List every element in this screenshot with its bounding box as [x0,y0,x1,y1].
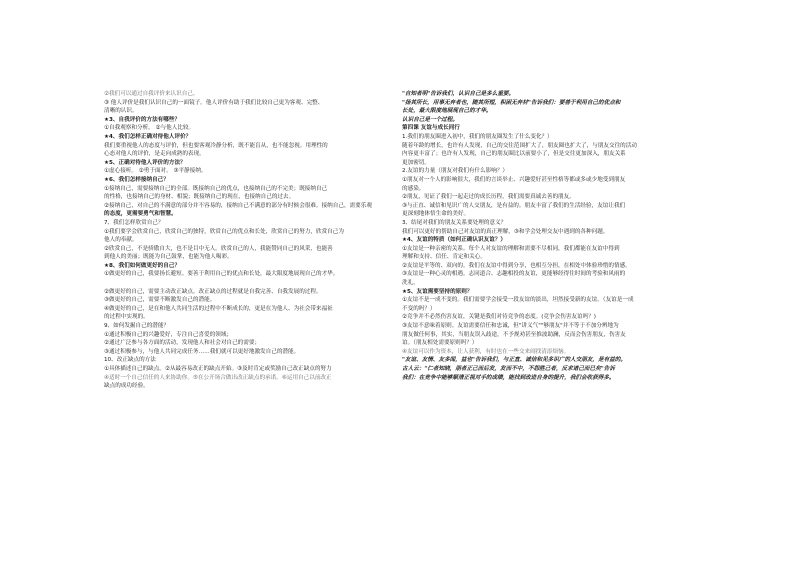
text-line: 的性格，也接纳自己的身材、相貌；既接纳自己的现在，也接纳自己的过去。 [104,194,295,201]
text-line: ①友谊是一种亲密的关系。每个人对友谊的理解和需要不尽相同，我们都能在友谊中得到 [402,245,620,252]
text-line: ②朋友，见证了我们一起走过的成长历程，我们需要真诚去善的朋友。 [402,194,575,201]
text-line: ★6、我们怎样接纳自己？ [104,176,169,183]
text-line: ②通过广泛参与各方面的活动，发现他人和社会对自己的需要； [104,340,261,347]
text-line: 我们：在竞争中能够顺清正视对手的成绩，能找到改进自身的提升，我们会收获得多。 [402,374,615,381]
text-line: 缺点的成功经验。 [104,383,149,390]
text-line: 我们要重视他人的态度与评价，但也要客观冷静分析，既不能盲从，也不能忽视。用理性的 [104,142,328,149]
text-line: 内容更丰富了；也许有人发现，自己的朋友圈比以前要小了，但是交往更加深入，朋友关系 [402,151,626,158]
text-line: 到他人的美丽；既能为自己鼓掌，也能为他人喝彩。 [104,254,233,261]
text-line: 2.友谊的力量（朋友对我们有什么影响？） [402,168,509,175]
text-line: ③友谊是一种心灵的相遇。志同道合、志趣相投的友谊，更能够经得住时间的考验和风雨的 [402,271,626,278]
text-line: ①接纳自己，需要接纳自己的全部。既接纳自己的优点，也接纳自己的不完美；既接纳自己 [104,185,328,192]
text-line: ②友谊是平等的、双向的。我们在友谊中得到分享，也相互分担，在相处中体验珍惜的情感。 [402,262,631,269]
text-line: 更加密切。 [402,159,430,166]
text-line: 他人的奉献。 [104,237,138,244]
right-column [402,90,698,382]
text-line: ②做更好的自己，需要主动改正缺点。改正缺点的过程就是自我完善、自我发展的过程。 [104,288,322,295]
text-line: ③ 他人评价是我们认识自己的一面镜子。他人评价有助于我们比较自己更为客观、完整、 [104,99,324,106]
text-line: 我们可以更好的帮助自己对友谊的真正理解，③和学会处理交友中遇到的各种问题。 [402,228,609,235]
text-line: 长处，最大限度地展现自己的才华。 [402,108,492,115]
text-line: ②我们可以通过自我评价来认识自己。 [104,91,199,97]
text-line: ④友谊可以作为资本，让人获利，有时也在一些交来闹找清添烦恼。 [402,348,570,355]
text-line: 9、如何发掘自己的潜能？ [104,323,170,330]
text-line: ★3、自我评价的方法有哪些？ [104,116,181,123]
text-line: ①朋友对一个人的影响很大，我们的言谈举止、兴趣爱好甚至性格等都或多或少地受到朋友 [402,176,626,183]
text-line: 第四课 友谊与成长同行 [402,125,460,132]
text-line: 随着年龄的增长，也许有人发现，自己的交往范围扩大了，朋友圈也扩大了，与朋友交往的活动 [402,142,637,149]
text-line: 洗礼。 [402,280,419,287]
text-line: ①自我观察和分析。 ②与他人比较。 [104,125,195,132]
text-line: 古人云："仁者知晓，朋者正己而后发，发而不中，不怨胜己者，反求诸己而已矣"告诉 [402,366,615,372]
text-line: "友谊、友情、友多闻，益也"告诉我们，与正直、诚信和见多识广的人交朋友，是有益的。 [402,357,626,364]
text-line: 的感染。 [402,185,425,192]
text-line: ①我们要学会欣赏自己，欣赏自己的独特，欣赏自己的优点和长处，欣赏自己的努力，欣赏自己为 [104,228,344,235]
text-line: ★4、友谊的特质（如何正确认识友谊？） [402,237,507,244]
text-line: 谊。（朋友相处需要原则吗？） [402,340,478,347]
text-line: 7、我们怎样欣赏自己？ [104,219,164,226]
text-line: ①通过积极自己的兴趣爱好，专注自己喜爱的领域； [104,331,233,338]
text-line: ①做更好的自己，我要扬长避短。要善于利用自己的优点和长处，最大限度地展现自己的才华。 [104,271,339,278]
text-line: 3、结尾对我们的朋友关系要处理的意义？ [402,219,507,226]
text-line: 认识自己是一个过程。 [402,116,458,123]
text-line: "扬其所长，用事无弃者也，随其所短，积困无弃材"告诉我们：要善于利用自己的优点和 [402,99,621,106]
text-line: ★5、正确对待他人评价的方法？ [104,159,186,166]
text-line: 心态对他人的评价，是走向成熟的表现。 [104,151,205,158]
text-line: 更深刻地体悟生命的美好。 [402,211,470,218]
text-line: ③通过积极参与，与他人共同完成任务……我们就可以更好地激发自己的潜能。 [104,348,300,355]
text-line: ★8、我们如何做更好的自己？ [104,262,181,269]
text-line: ③友谊不意味着原则。友谊需要信任和忠诚，但"讲义气""够朋友"并不等于不加分辨地为 [402,323,619,330]
text-line: ①友谊不是一成不变的。我们需要学会接受一段友谊的淡出，坦然接受新的友谊。（友谊是一成 [402,297,634,304]
text-line: ①具体描述自己的缺点。②从最容易改正的缺点开始。③及时肯定或奖励自己改正缺点的努力 [104,366,332,372]
text-line: 的过程中实现的。 [104,314,149,321]
text-line: ②接纳自己，对自己的不满意的部分并不容易的，接纳自己不满意的部分有时候会很难。接纳自己，需要乐观 [104,202,372,209]
text-line: 的态度，更需要勇气和智慧。 [104,211,177,218]
text-line: ★4、我们怎样正确对待他人评价？ [104,133,192,140]
text-line: 理解和支持、信任、肯定和关心。 [402,254,486,261]
text-line: ③做更好的自己，需要不断激发自己的潜能。 [104,297,216,304]
text-line: ★5、友谊需要坚持的原则？ [402,288,473,295]
left-column [104,90,398,391]
text-line: "自知者明"告诉我们，认识自己是多么重要。 [402,91,515,97]
text-line: 朋友做任何事，其实，当朋友误入歧途，不予规劝甚至推波助澜，反而会伤害朋友，伤害友 [402,331,626,338]
text-line: ②竞争并不必然伤害友谊，关键是我们对待竞争的态度。(竞争会伤害友谊吗？) [402,314,596,321]
text-line: ②欣赏自己，不是骄傲自大，也不是目中无人。欣赏自己的人，我能赞同自己的风采，也能善 [104,245,333,252]
text-line: ③与正直、诚信和见识广的人交朋友，是有益的。朋友丰富了我们的生活经验，友谊让我们 [402,202,626,209]
text-line: 10、改正缺点的方法 [104,357,156,364]
text-line: 清晰的认识。 [104,108,138,115]
text-line: ④适时一个自己信任的人来协助你。⑤在公开场合做出改正缺点的承诺。⑥运用自己以前改正 [104,374,332,381]
text-line: 不变的吗？） [402,305,436,312]
text-line: 1.我们的朋友圈进入初中，我们的朋友圈发生了什么变化？） [402,133,553,140]
text-line [104,279,398,288]
text-line: ④做更好的自己，是在和他人共同生活的过程中不断成长的，更是在为他人、为社会带来福祉 [104,305,333,312]
text-line: ①虚心接听。 ②勇于面对。 ③平静接纳。 [104,168,207,175]
